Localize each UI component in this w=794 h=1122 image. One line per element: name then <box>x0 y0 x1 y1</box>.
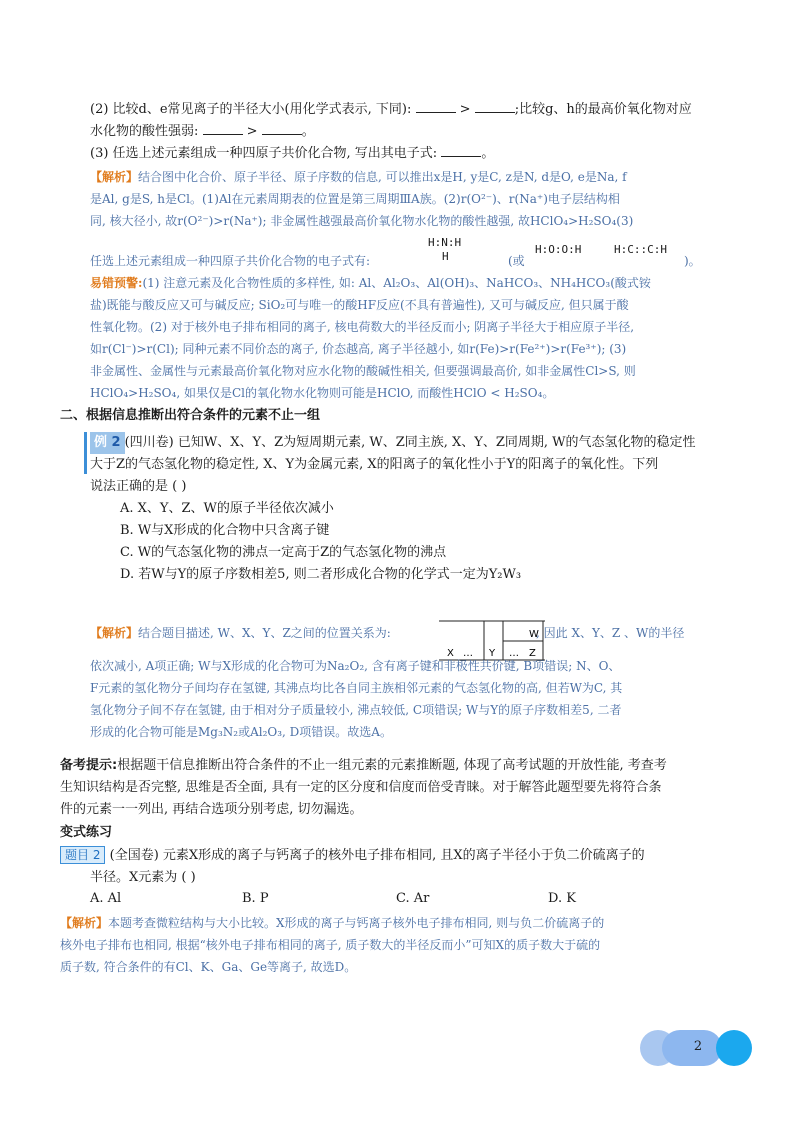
question-item-2-line2: 半径。X元素为 ( ) <box>90 870 196 885</box>
table-cell: Z <box>529 648 536 659</box>
h2o2-electron-formula: H:O:O:H <box>535 243 582 256</box>
table-cell: … <box>463 648 473 659</box>
analysis-2-line3: F元素的氢化物分子间均存在氢键, 其沸点均比各自同主族相邻元素的气态氢化物的高, 但若W为C, 其 <box>90 681 623 695</box>
option-d[interactable]: D. K <box>548 891 576 906</box>
table-cell: … <box>509 648 519 659</box>
analysis-1-line3: 同, 核大径小, 故r(O²⁻)>r(Na⁺); 非金属性越强最高价氧化物水化物的酸性越强, 故HClO₄>H₂SO₄(3) <box>90 214 634 228</box>
warning-line3: 性氧化物。(2) 对于核外电子排布相同的离子, 核电荷数大的半径反而小; 阴离子半径大于相应原子半径, <box>90 320 635 334</box>
section-title: 二、根据信息推断出符合条件的元素不止一组 <box>60 408 321 423</box>
table-cell: Y <box>489 648 496 659</box>
analysis-3-line2: 核外电子排布也相同, 根据“核外电子排布相同的离子, 质子数大的半径反而小”可知X的质子数大于硫的 <box>60 938 601 952</box>
exam-tip: 备考提示:根据题干信息推断出符合条件的不止一组元素的元素推断题, 体现了高考试题的开放性能, 考查考 <box>60 758 667 773</box>
analysis-2-line5: 形成的化合物可能是Mg₃N₂或Al₂O₃, D项错误。故选A。 <box>90 725 392 739</box>
question-2: (2) 比较d、e常见离子的半径大小(用化学式表示, 下同): > ;比较g、h的最高价氧化物对应 <box>90 102 692 117</box>
example-accent-bar <box>84 432 87 474</box>
answer-blank[interactable] <box>441 144 481 157</box>
answer-blank[interactable] <box>262 122 302 135</box>
question-2-line2: 水化物的酸性强弱: > 。 <box>90 124 315 139</box>
variant-title: 变式练习 <box>60 825 113 840</box>
exam-tip-line3: 件的元素一一列出, 再结合选项分别考虑, 切勿漏选。 <box>60 802 363 817</box>
example-2: 例 2 (四川卷) 已知W、X、Y、Z为短周期元素, W、Z同主族, X、Y、Z同周期, W的气态氢化物的稳定性 <box>90 432 730 454</box>
exam-tip-line2: 生知识结构是否完整, 思维是否全面, 具有一定的区分度和信度而倍受青睐。对于解答此题型要先将符合条 <box>60 780 662 795</box>
page-number: 2 <box>693 1039 703 1054</box>
answer-blank[interactable] <box>475 100 515 113</box>
answer-blank[interactable] <box>416 100 456 113</box>
analysis-1-line2: 是Al, g是S, h是Cl。(1)Al在元素周期表的位置是第三周期ⅢA族。(2)r(O²⁻)、r(Na⁺)电子层结构相 <box>90 192 620 206</box>
example-2-line2: 大于Z的气态氢化物的稳定性, X、Y为金属元素, X的阳离子的氧化性小于Y的阳离子的氧化性。下列 <box>90 457 659 472</box>
analysis-1-line4: 任选上述元素组成一种四原子共价化合物的电子式有: (或 H:O:O:H H:C::C:H )。 <box>90 250 730 272</box>
question-item-2: 题目 2 (全国卷) 元素X形成的离子与钙离子的核外电子排布相同, 且X的离子半径小于负二价硫离子的 <box>60 845 730 867</box>
analysis-2: 【解析】结合题目描述, W、X、Y、Z之间的位置关系为: , 因此 X、Y、Z 、W的半径 <box>90 626 685 640</box>
warning-line2: 盐)既能与酸反应又可与碱反应; SiO₂可与唯一的酸HF反应(不具有普遍性), 又可与碱反应, 但只属于酸 <box>90 298 629 312</box>
table-cell: X <box>447 648 454 659</box>
analysis-1: 【解析】结合图中化合价、原子半径、原子序数的信息, 可以推出x是H, y是C, z是N, d是O, e是Na, f <box>90 170 627 184</box>
option-a[interactable]: A. Al <box>90 891 122 906</box>
c2h2-electron-formula: H:C::C:H <box>614 243 667 256</box>
warning-line4: 如r(Cl⁻)>r(Cl); 同种元素不同价态的离子, 价态越高, 离子半径越小, 如r(Fe)>r(Fe²⁺)>r(Fe³⁺); (3) <box>90 342 627 356</box>
question-tag: 题目 2 <box>60 846 105 864</box>
question-3: (3) 任选上述元素组成一种四原子共价化合物, 写出其电子式: 。 <box>90 146 495 161</box>
option-b[interactable]: B. P <box>242 891 269 906</box>
option-c[interactable]: C. Ar <box>396 891 430 906</box>
example-2-line3: 说法正确的是 ( ) <box>90 479 187 494</box>
analysis-3: 【解析】本题考查微粒结构与大小比较。X形成的离子与钙离子核外电子排布相同, 则与负二价硫离子的 <box>60 916 605 930</box>
example-tag: 例 2 <box>90 432 125 454</box>
answer-blank[interactable] <box>203 122 243 135</box>
warning-line5: 非金属性、金属性与元素最高价氧化物对应水化物的酸碱性相关, 但要强调最高价, 如非金属性Cl>S, 则 <box>90 364 636 378</box>
option-c[interactable]: C. W的气态氢化物的沸点一定高于Z的气态氢化物的沸点 <box>120 545 447 560</box>
warning-line6: HClO₄>H₂SO₄, 如果仅是Cl的氧化物水化物则可能是HClO, 而酸性HClO < H₂SO₄。 <box>90 386 555 400</box>
warning-line1: 易错预警:(1) 注意元素及化合物性质的多样性, 如: Al、Al₂O₃、Al(OH)₃、NaHCO₃、NH₄HCO₃(酸式铵 <box>90 276 651 290</box>
option-d[interactable]: D. 若W与Y的原子序数相差5, 则二者形成化合物的化学式一定为Y₂W₃ <box>120 567 522 582</box>
page-number-badge <box>640 1030 752 1066</box>
option-b[interactable]: B. W与X形成的化合物中只含离子键 <box>120 523 330 538</box>
analysis-3-line3: 质子数, 符合条件的有Cl、K、Ga、Ge等离子, 故选D。 <box>60 960 357 974</box>
analysis-2-line4: 氢化物分子间不存在氢键, 由于相对分子质量较小, 沸点较低, C项错误; W与Y的原子序数相差5, 二者 <box>90 703 622 717</box>
option-a[interactable]: A. X、Y、Z、W的原子半径依次减小 <box>120 501 334 516</box>
analysis-2-line2: 依次减小, A项正确; W与X形成的化合物可为Na₂O₂, 含有离子键和非极性共价键, B项错误; N、O、 <box>90 659 621 673</box>
table-cell: W <box>529 629 539 640</box>
